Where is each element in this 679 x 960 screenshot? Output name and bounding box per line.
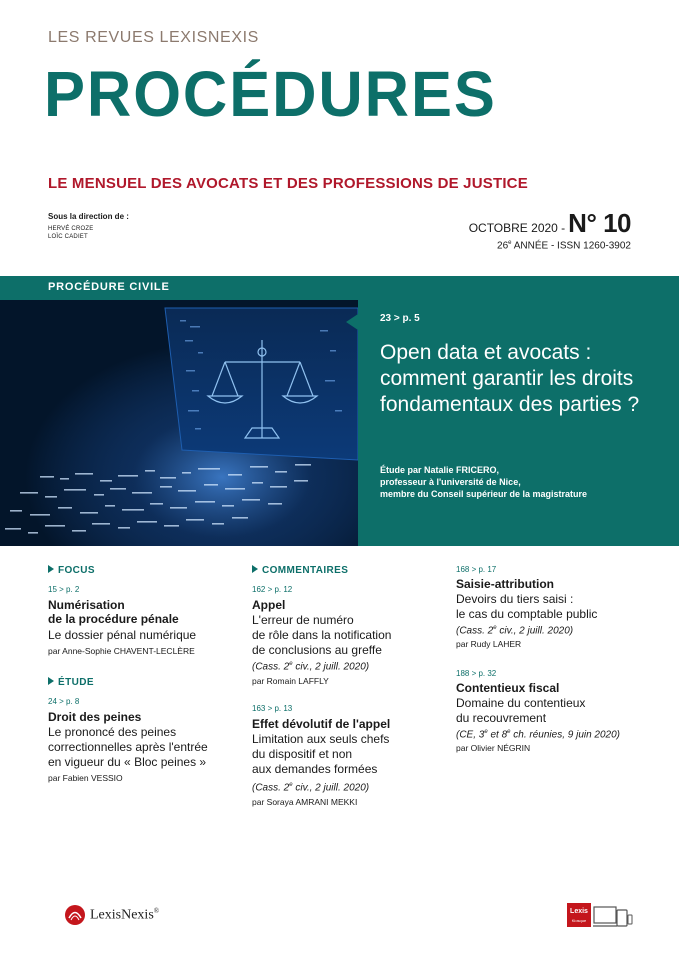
lexis-kiosque-badge: Lexis Kiosque xyxy=(567,903,591,927)
issue-info xyxy=(469,208,631,251)
issue-number: N° 10 xyxy=(568,208,631,238)
article-author: par Anne-Sophie CHAVENT-LECLÈRE xyxy=(48,646,195,656)
issue-month: OCTOBRE 2020 - xyxy=(468,221,566,235)
article-reference: 15 > p. 2 xyxy=(48,585,80,594)
article-citation: (Cass. 2e civ., 2 juill. 2020) xyxy=(456,625,574,637)
section-heading-focus: FOCUS xyxy=(48,565,95,576)
cover-illustration xyxy=(0,300,358,546)
triangle-bullet-icon xyxy=(48,565,54,573)
article-summary: L'erreur de numéro de rôle dans la notification de conclusions au greffe xyxy=(252,613,392,657)
feature-panel xyxy=(358,300,679,546)
feature-title[interactable]: Open data et avocats : comment garantir les droits fondamentaux des parties ? xyxy=(380,341,640,416)
article-summary: Le dossier pénal numérique xyxy=(48,628,197,642)
director-name: HERVÉ CROZE xyxy=(48,226,94,232)
devices-icon xyxy=(593,905,633,929)
triangle-bullet-icon xyxy=(252,565,258,573)
article-reference: 163 > p. 13 xyxy=(252,704,293,713)
triangle-bullet-icon xyxy=(48,677,54,685)
article-title[interactable]: Droit des peines xyxy=(48,710,142,724)
article-title[interactable]: Effet dévolutif de l'appel xyxy=(252,717,391,731)
lexisnexis-logo-icon xyxy=(64,904,86,926)
article-summary: Domaine du contentieux du recouvrement xyxy=(456,696,586,725)
section-heading-commentaires: COMMENTAIRES xyxy=(252,565,348,576)
article-author: par Romain LAFFLY xyxy=(252,676,329,686)
article-citation: (Cass. 2e civ., 2 juill. 2020) xyxy=(252,782,370,794)
article-summary: Devoirs du tiers saisi : le cas du comptable public xyxy=(456,592,598,621)
article-reference: 162 > p. 12 xyxy=(252,585,293,594)
feature-reference: 23 > p. 5 xyxy=(380,313,420,324)
journal-subtitle: LE MENSUEL DES AVOCATS ET DES PROFESSIONS DE JUSTICE xyxy=(48,175,528,192)
feature-notch xyxy=(346,314,358,330)
issue-year-issn: 26e ANNÉE - ISSN 1260-3902 xyxy=(497,240,631,252)
article-title[interactable]: Numérisation de la procédure pénale xyxy=(48,598,179,626)
article-author: par Soraya AMRANI MEKKI xyxy=(252,797,358,807)
section-band-label: PROCÉDURE CIVILE xyxy=(48,281,170,293)
article-citation: (Cass. 2e civ., 2 juill. 2020) xyxy=(252,661,370,673)
article-summary: Le prononcé des peines correctionnelles après l'entrée en vigueur du « Bloc peines » xyxy=(48,725,208,769)
article-title[interactable]: Contentieux fiscal xyxy=(456,681,560,695)
feature-author: Étude par Natalie FRICERO, professeur à l'université de Nice, membre du Conseil supérieur de la magistrature xyxy=(380,465,588,499)
article-citation: (CE, 3e et 8e ch. réunies, 9 juin 2020) xyxy=(456,729,621,741)
article-author: par Fabien VESSIO xyxy=(48,773,123,783)
logo-wordmark: LexisNexis® xyxy=(90,906,160,923)
director-name: LOÏC CADIET xyxy=(48,234,88,240)
article-summary: Limitation aux seuls chefs du dispositif et non aux demandes formées xyxy=(252,732,390,776)
article-reference: 168 > p. 17 xyxy=(456,565,497,574)
article-reference: 24 > p. 8 xyxy=(48,697,80,706)
series-name: LES REVUES LEXISNEXIS xyxy=(48,29,259,46)
article-author: par Rudy LAHER xyxy=(456,639,522,649)
article-reference: 188 > p. 32 xyxy=(456,669,497,678)
editorial-direction xyxy=(48,212,129,241)
article-author: par Olivier NÉGRIN xyxy=(456,743,531,753)
article-title[interactable]: Appel xyxy=(252,598,286,612)
article-title[interactable]: Saisie-attribution xyxy=(456,577,555,591)
digital-justice-image xyxy=(0,300,358,546)
journal-title: PROCÉDURES xyxy=(44,58,497,130)
lexisnexis-logo xyxy=(64,904,159,926)
section-heading-etude: ÉTUDE xyxy=(48,677,94,688)
direction-label: Sous la direction de : xyxy=(48,212,129,221)
